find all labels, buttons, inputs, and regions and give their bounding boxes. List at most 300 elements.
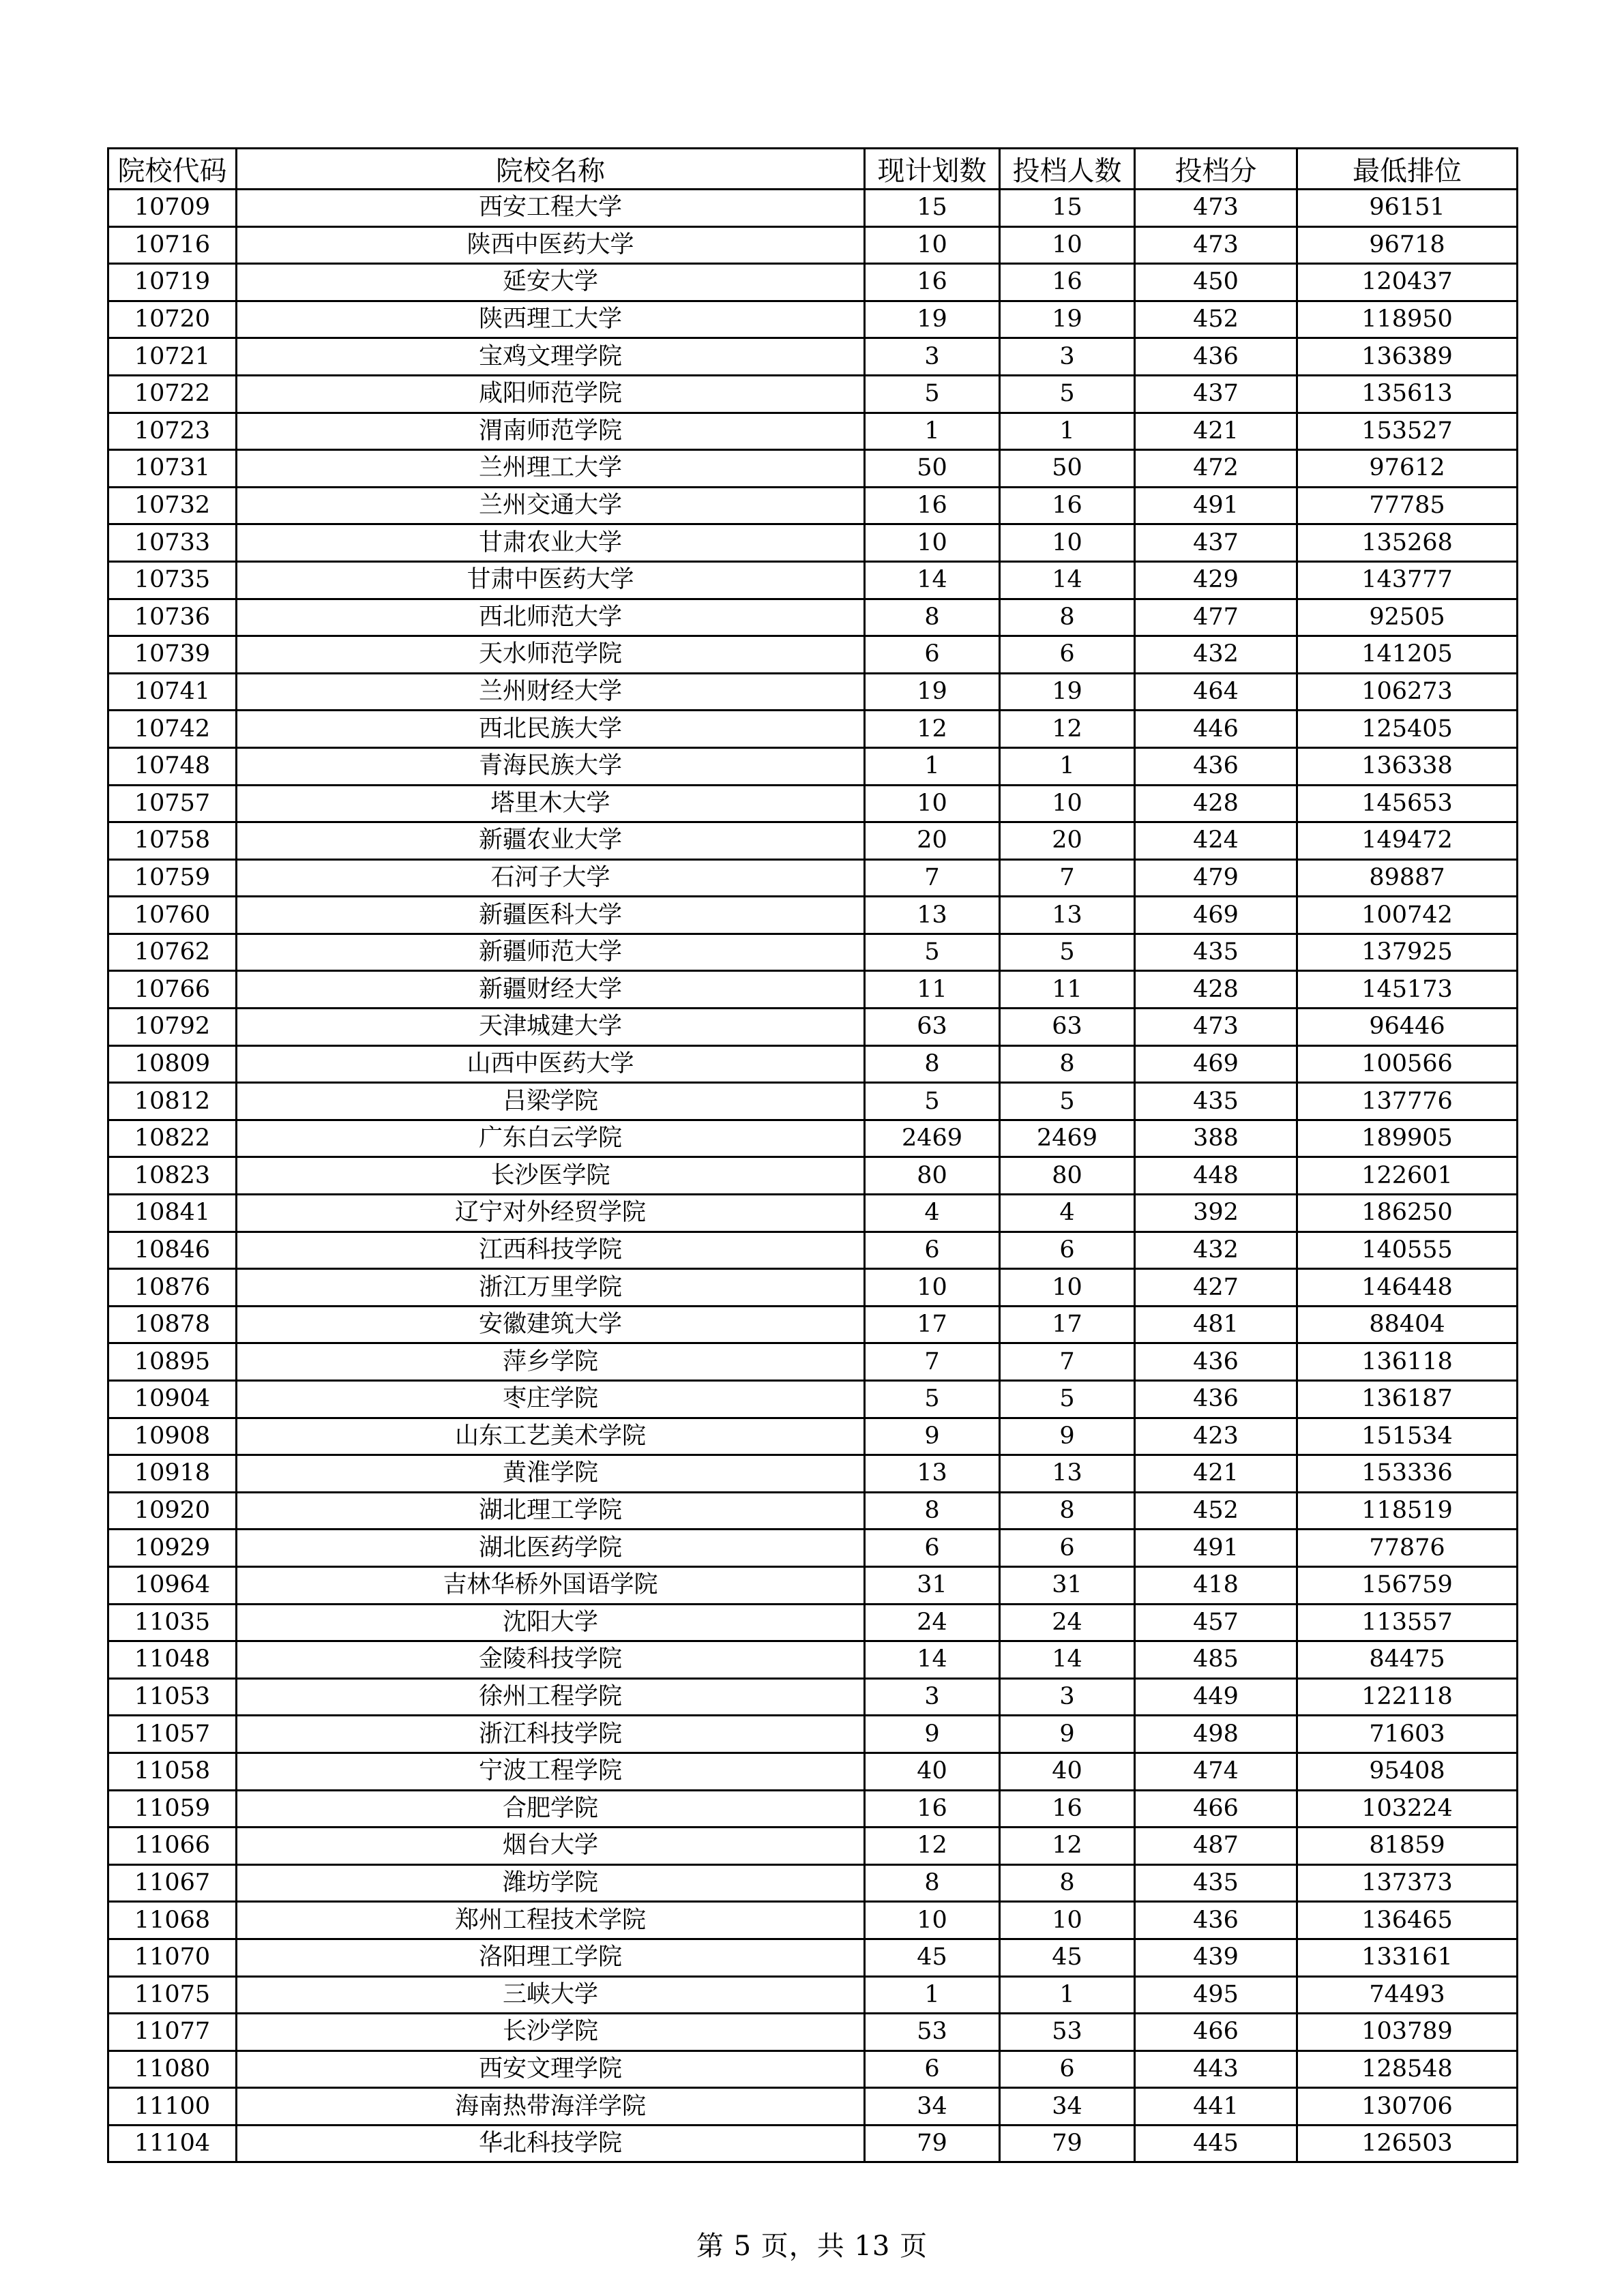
cell-admitted: 79 <box>1000 2125 1135 2162</box>
cell-plan: 9 <box>865 1418 1000 1455</box>
table-row <box>108 711 1518 748</box>
cell-score: 435 <box>1135 934 1297 971</box>
cell-plan: 4 <box>865 1195 1000 1232</box>
cell-admitted: 3 <box>1000 1678 1135 1716</box>
cell-rank: 92505 <box>1297 599 1518 636</box>
cell-plan: 31 <box>865 1566 1000 1604</box>
cell-admitted: 1 <box>1000 413 1135 450</box>
cell-code: 11057 <box>108 1716 237 1753</box>
cell-rank: 96718 <box>1297 226 1518 264</box>
cell-name: 青海民族大学 <box>237 747 865 785</box>
cell-rank: 151534 <box>1297 1418 1518 1455</box>
table-row <box>108 785 1518 822</box>
cell-score: 449 <box>1135 1678 1297 1716</box>
cell-plan: 5 <box>865 934 1000 971</box>
cell-score: 474 <box>1135 1753 1297 1790</box>
cell-score: 466 <box>1135 2014 1297 2051</box>
cell-code: 10731 <box>108 450 237 488</box>
table-row <box>108 301 1518 338</box>
table-row <box>108 1566 1518 1604</box>
cell-rank: 143777 <box>1297 561 1518 599</box>
admissions-table <box>107 147 1518 2163</box>
cell-rank: 133161 <box>1297 1939 1518 1976</box>
cell-code: 10741 <box>108 673 237 711</box>
table-row <box>108 375 1518 413</box>
cell-plan: 1 <box>865 747 1000 785</box>
cell-code: 10733 <box>108 524 237 562</box>
cell-plan: 53 <box>865 2014 1000 2051</box>
cell-name: 洛阳理工学院 <box>237 1939 865 1976</box>
cell-admitted: 12 <box>1000 1828 1135 1865</box>
cell-score: 435 <box>1135 1083 1297 1120</box>
cell-rank: 77785 <box>1297 487 1518 524</box>
cell-name: 浙江科技学院 <box>237 1716 865 1753</box>
cell-code: 10722 <box>108 375 237 413</box>
cell-plan: 7 <box>865 859 1000 897</box>
cell-name: 黄淮学院 <box>237 1455 865 1493</box>
cell-name: 陕西中医药大学 <box>237 226 865 264</box>
cell-code: 11035 <box>108 1604 237 1641</box>
cell-code: 11059 <box>108 1790 237 1828</box>
cell-name: 浙江万里学院 <box>237 1269 865 1307</box>
header-code: 院校代码 <box>108 149 237 190</box>
cell-rank: 126503 <box>1297 2125 1518 2162</box>
cell-admitted: 10 <box>1000 785 1135 822</box>
cell-code: 10918 <box>108 1455 237 1493</box>
table-row <box>108 822 1518 860</box>
cell-plan: 14 <box>865 1641 1000 1679</box>
cell-score: 477 <box>1135 599 1297 636</box>
cell-code: 10895 <box>108 1343 237 1381</box>
cell-score: 472 <box>1135 450 1297 488</box>
table-row <box>108 1716 1518 1753</box>
table-body <box>108 190 1518 2162</box>
cell-plan: 12 <box>865 711 1000 748</box>
cell-plan: 13 <box>865 897 1000 934</box>
cell-rank: 146448 <box>1297 1269 1518 1307</box>
cell-score: 441 <box>1135 2088 1297 2126</box>
cell-plan: 17 <box>865 1306 1000 1343</box>
table-row <box>108 1232 1518 1269</box>
cell-rank: 97612 <box>1297 450 1518 488</box>
cell-code: 10964 <box>108 1566 237 1604</box>
table-row <box>108 487 1518 524</box>
cell-plan: 5 <box>865 375 1000 413</box>
cell-code: 10719 <box>108 264 237 301</box>
table-row <box>108 1678 1518 1716</box>
cell-score: 421 <box>1135 1455 1297 1493</box>
cell-plan: 6 <box>865 1530 1000 1567</box>
cell-admitted: 14 <box>1000 1641 1135 1679</box>
cell-plan: 6 <box>865 2051 1000 2088</box>
table-row <box>108 1790 1518 1828</box>
cell-name: 西安工程大学 <box>237 190 865 227</box>
cell-code: 10904 <box>108 1381 237 1418</box>
header-score: 投档分 <box>1135 149 1297 190</box>
cell-admitted: 10 <box>1000 1269 1135 1307</box>
cell-admitted: 34 <box>1000 2088 1135 2126</box>
table-row <box>108 1604 1518 1641</box>
cell-name: 新疆财经大学 <box>237 971 865 1009</box>
cell-rank: 136338 <box>1297 747 1518 785</box>
cell-score: 436 <box>1135 747 1297 785</box>
cell-name: 兰州财经大学 <box>237 673 865 711</box>
cell-score: 491 <box>1135 487 1297 524</box>
cell-plan: 8 <box>865 599 1000 636</box>
cell-plan: 24 <box>865 1604 1000 1641</box>
table-row <box>108 1195 1518 1232</box>
cell-code: 11100 <box>108 2088 237 2126</box>
table-row <box>108 1009 1518 1046</box>
cell-plan: 5 <box>865 1381 1000 1418</box>
cell-admitted: 10 <box>1000 226 1135 264</box>
cell-code: 10720 <box>108 301 237 338</box>
cell-score: 457 <box>1135 1604 1297 1641</box>
cell-score: 436 <box>1135 1381 1297 1418</box>
cell-code: 11067 <box>108 1864 237 1902</box>
cell-name: 新疆医科大学 <box>237 897 865 934</box>
cell-code: 10846 <box>108 1232 237 1269</box>
cell-plan: 10 <box>865 226 1000 264</box>
cell-admitted: 63 <box>1000 1009 1135 1046</box>
cell-name: 沈阳大学 <box>237 1604 865 1641</box>
cell-plan: 10 <box>865 524 1000 562</box>
cell-code: 11066 <box>108 1828 237 1865</box>
table-row <box>108 934 1518 971</box>
table-row <box>108 561 1518 599</box>
cell-admitted: 5 <box>1000 375 1135 413</box>
table-row <box>108 450 1518 488</box>
table-row <box>108 2125 1518 2162</box>
cell-rank: 96151 <box>1297 190 1518 227</box>
cell-name: 湖北医药学院 <box>237 1530 865 1567</box>
cell-admitted: 16 <box>1000 487 1135 524</box>
cell-name: 兰州理工大学 <box>237 450 865 488</box>
table-row <box>108 1306 1518 1343</box>
cell-score: 421 <box>1135 413 1297 450</box>
cell-code: 10809 <box>108 1045 237 1083</box>
cell-name: 湖北理工学院 <box>237 1492 865 1530</box>
cell-plan: 34 <box>865 2088 1000 2126</box>
cell-score: 448 <box>1135 1157 1297 1195</box>
cell-rank: 95408 <box>1297 1753 1518 1790</box>
cell-rank: 103789 <box>1297 2014 1518 2051</box>
cell-code: 10792 <box>108 1009 237 1046</box>
cell-code: 10822 <box>108 1120 237 1157</box>
cell-admitted: 31 <box>1000 1566 1135 1604</box>
cell-rank: 137776 <box>1297 1083 1518 1120</box>
cell-score: 423 <box>1135 1418 1297 1455</box>
cell-code: 10742 <box>108 711 237 748</box>
cell-plan: 3 <box>865 338 1000 376</box>
cell-code: 10908 <box>108 1418 237 1455</box>
cell-plan: 1 <box>865 413 1000 450</box>
cell-admitted: 6 <box>1000 2051 1135 2088</box>
cell-name: 萍乡学院 <box>237 1343 865 1381</box>
cell-score: 429 <box>1135 561 1297 599</box>
table-row <box>108 2088 1518 2126</box>
cell-rank: 84475 <box>1297 1641 1518 1679</box>
cell-name: 天水师范学院 <box>237 636 865 674</box>
table-row <box>108 897 1518 934</box>
table-row <box>108 1381 1518 1418</box>
cell-code: 11058 <box>108 1753 237 1790</box>
cell-plan: 16 <box>865 487 1000 524</box>
cell-code: 11080 <box>108 2051 237 2088</box>
cell-name: 石河子大学 <box>237 859 865 897</box>
cell-code: 11075 <box>108 1976 237 2014</box>
cell-plan: 1 <box>865 1976 1000 2014</box>
cell-plan: 45 <box>865 1939 1000 1976</box>
cell-name: 咸阳师范学院 <box>237 375 865 413</box>
cell-rank: 77876 <box>1297 1530 1518 1567</box>
cell-score: 439 <box>1135 1939 1297 1976</box>
cell-admitted: 1 <box>1000 747 1135 785</box>
cell-plan: 80 <box>865 1157 1000 1195</box>
cell-admitted: 53 <box>1000 2014 1135 2051</box>
cell-name: 广东白云学院 <box>237 1120 865 1157</box>
cell-rank: 189905 <box>1297 1120 1518 1157</box>
cell-name: 徐州工程学院 <box>237 1678 865 1716</box>
table-row <box>108 1120 1518 1157</box>
cell-rank: 136389 <box>1297 338 1518 376</box>
cell-rank: 145653 <box>1297 785 1518 822</box>
cell-code: 10766 <box>108 971 237 1009</box>
cell-score: 435 <box>1135 1864 1297 1902</box>
table-header-row <box>108 149 1518 190</box>
table-row <box>108 2014 1518 2051</box>
cell-name: 郑州工程技术学院 <box>237 1902 865 1939</box>
cell-admitted: 19 <box>1000 301 1135 338</box>
cell-plan: 79 <box>865 2125 1000 2162</box>
cell-code: 10757 <box>108 785 237 822</box>
cell-code: 10920 <box>108 1492 237 1530</box>
cell-rank: 137925 <box>1297 934 1518 971</box>
cell-admitted: 11 <box>1000 971 1135 1009</box>
cell-score: 428 <box>1135 785 1297 822</box>
cell-name: 西安文理学院 <box>237 2051 865 2088</box>
cell-name: 潍坊学院 <box>237 1864 865 1902</box>
table-row <box>108 971 1518 1009</box>
cell-score: 437 <box>1135 375 1297 413</box>
cell-code: 10723 <box>108 413 237 450</box>
table-row <box>108 1269 1518 1307</box>
table-row <box>108 1418 1518 1455</box>
cell-admitted: 5 <box>1000 1083 1135 1120</box>
cell-plan: 40 <box>865 1753 1000 1790</box>
cell-code: 10841 <box>108 1195 237 1232</box>
cell-rank: 135613 <box>1297 375 1518 413</box>
cell-rank: 122118 <box>1297 1678 1518 1716</box>
cell-name: 吉林华桥外国语学院 <box>237 1566 865 1604</box>
cell-admitted: 8 <box>1000 1492 1135 1530</box>
cell-admitted: 10 <box>1000 524 1135 562</box>
cell-rank: 137373 <box>1297 1864 1518 1902</box>
header-name: 院校名称 <box>237 149 865 190</box>
cell-name: 枣庄学院 <box>237 1381 865 1418</box>
cell-admitted: 8 <box>1000 1045 1135 1083</box>
cell-rank: 113557 <box>1297 1604 1518 1641</box>
cell-name: 宁波工程学院 <box>237 1753 865 1790</box>
cell-rank: 103224 <box>1297 1790 1518 1828</box>
cell-admitted: 5 <box>1000 934 1135 971</box>
cell-plan: 15 <box>865 190 1000 227</box>
cell-rank: 71603 <box>1297 1716 1518 1753</box>
header-plan: 现计划数 <box>865 149 1000 190</box>
cell-admitted: 7 <box>1000 1343 1135 1381</box>
cell-admitted: 45 <box>1000 1939 1135 1976</box>
cell-plan: 6 <box>865 636 1000 674</box>
table-row <box>108 1828 1518 1865</box>
cell-score: 481 <box>1135 1306 1297 1343</box>
cell-score: 487 <box>1135 1828 1297 1865</box>
cell-rank: 145173 <box>1297 971 1518 1009</box>
cell-admitted: 17 <box>1000 1306 1135 1343</box>
table-row <box>108 636 1518 674</box>
cell-score: 450 <box>1135 264 1297 301</box>
cell-rank: 106273 <box>1297 673 1518 711</box>
cell-name: 三峡大学 <box>237 1976 865 2014</box>
cell-score: 464 <box>1135 673 1297 711</box>
cell-plan: 19 <box>865 301 1000 338</box>
cell-name: 合肥学院 <box>237 1790 865 1828</box>
cell-admitted: 7 <box>1000 859 1135 897</box>
cell-code: 10721 <box>108 338 237 376</box>
cell-score: 498 <box>1135 1716 1297 1753</box>
cell-name: 塔里木大学 <box>237 785 865 822</box>
cell-code: 10709 <box>108 190 237 227</box>
cell-score: 466 <box>1135 1790 1297 1828</box>
cell-admitted: 4 <box>1000 1195 1135 1232</box>
cell-rank: 88404 <box>1297 1306 1518 1343</box>
cell-admitted: 5 <box>1000 1381 1135 1418</box>
cell-plan: 2469 <box>865 1120 1000 1157</box>
cell-rank: 122601 <box>1297 1157 1518 1195</box>
cell-admitted: 3 <box>1000 338 1135 376</box>
cell-score: 473 <box>1135 190 1297 227</box>
cell-rank: 125405 <box>1297 711 1518 748</box>
cell-admitted: 8 <box>1000 599 1135 636</box>
cell-score: 479 <box>1135 859 1297 897</box>
cell-score: 428 <box>1135 971 1297 1009</box>
cell-plan: 16 <box>865 264 1000 301</box>
cell-rank: 89887 <box>1297 859 1518 897</box>
cell-score: 388 <box>1135 1120 1297 1157</box>
cell-score: 432 <box>1135 636 1297 674</box>
cell-rank: 96446 <box>1297 1009 1518 1046</box>
cell-rank: 149472 <box>1297 822 1518 860</box>
cell-code: 10876 <box>108 1269 237 1307</box>
cell-rank: 136465 <box>1297 1902 1518 1939</box>
cell-name: 甘肃农业大学 <box>237 524 865 562</box>
cell-score: 473 <box>1135 1009 1297 1046</box>
table-row <box>108 747 1518 785</box>
table-row <box>108 1530 1518 1567</box>
table-row <box>108 338 1518 376</box>
page-number-text: 第 5 页，共 13 页 <box>696 2231 928 2262</box>
cell-plan: 13 <box>865 1455 1000 1493</box>
cell-admitted: 13 <box>1000 897 1135 934</box>
cell-name: 安徽建筑大学 <box>237 1306 865 1343</box>
cell-admitted: 16 <box>1000 264 1135 301</box>
cell-score: 392 <box>1135 1195 1297 1232</box>
cell-score: 436 <box>1135 1902 1297 1939</box>
cell-admitted: 9 <box>1000 1418 1135 1455</box>
cell-plan: 11 <box>865 971 1000 1009</box>
cell-code: 10929 <box>108 1530 237 1567</box>
cell-admitted: 24 <box>1000 1604 1135 1641</box>
cell-name: 兰州交通大学 <box>237 487 865 524</box>
cell-name: 海南热带海洋学院 <box>237 2088 865 2126</box>
cell-name: 江西科技学院 <box>237 1232 865 1269</box>
cell-code: 10758 <box>108 822 237 860</box>
cell-code: 11048 <box>108 1641 237 1679</box>
cell-rank: 100742 <box>1297 897 1518 934</box>
cell-plan: 9 <box>865 1716 1000 1753</box>
cell-code: 10732 <box>108 487 237 524</box>
cell-code: 10878 <box>108 1306 237 1343</box>
cell-score: 418 <box>1135 1566 1297 1604</box>
cell-admitted: 10 <box>1000 1902 1135 1939</box>
cell-score: 446 <box>1135 711 1297 748</box>
table-row <box>108 413 1518 450</box>
page-footer <box>0 2224 1624 2263</box>
table-row <box>108 1753 1518 1790</box>
cell-score: 436 <box>1135 338 1297 376</box>
header-admitted: 投档人数 <box>1000 149 1135 190</box>
cell-rank: 118950 <box>1297 301 1518 338</box>
table-row <box>108 1157 1518 1195</box>
cell-admitted: 15 <box>1000 190 1135 227</box>
table-row <box>108 1641 1518 1679</box>
cell-rank: 120437 <box>1297 264 1518 301</box>
table-row <box>108 673 1518 711</box>
cell-plan: 7 <box>865 1343 1000 1381</box>
cell-admitted: 1 <box>1000 1976 1135 2014</box>
cell-name: 山西中医药大学 <box>237 1045 865 1083</box>
cell-plan: 16 <box>865 1790 1000 1828</box>
cell-plan: 8 <box>865 1492 1000 1530</box>
cell-name: 吕梁学院 <box>237 1083 865 1120</box>
cell-admitted: 9 <box>1000 1716 1135 1753</box>
table-row <box>108 1083 1518 1120</box>
cell-admitted: 50 <box>1000 450 1135 488</box>
cell-rank: 128548 <box>1297 2051 1518 2088</box>
cell-admitted: 40 <box>1000 1753 1135 1790</box>
cell-name: 陕西理工大学 <box>237 301 865 338</box>
cell-score: 491 <box>1135 1530 1297 1567</box>
cell-admitted: 19 <box>1000 673 1135 711</box>
cell-name: 烟台大学 <box>237 1828 865 1865</box>
cell-score: 485 <box>1135 1641 1297 1679</box>
cell-score: 427 <box>1135 1269 1297 1307</box>
cell-rank: 156759 <box>1297 1566 1518 1604</box>
cell-admitted: 6 <box>1000 636 1135 674</box>
cell-name: 山东工艺美术学院 <box>237 1418 865 1455</box>
cell-rank: 130706 <box>1297 2088 1518 2126</box>
table-row <box>108 859 1518 897</box>
cell-rank: 186250 <box>1297 1195 1518 1232</box>
cell-score: 432 <box>1135 1232 1297 1269</box>
cell-admitted: 20 <box>1000 822 1135 860</box>
cell-name: 金陵科技学院 <box>237 1641 865 1679</box>
cell-name: 新疆师范大学 <box>237 934 865 971</box>
cell-admitted: 6 <box>1000 1530 1135 1567</box>
cell-name: 新疆农业大学 <box>237 822 865 860</box>
cell-rank: 153336 <box>1297 1455 1518 1493</box>
cell-rank: 153527 <box>1297 413 1518 450</box>
cell-score: 469 <box>1135 897 1297 934</box>
